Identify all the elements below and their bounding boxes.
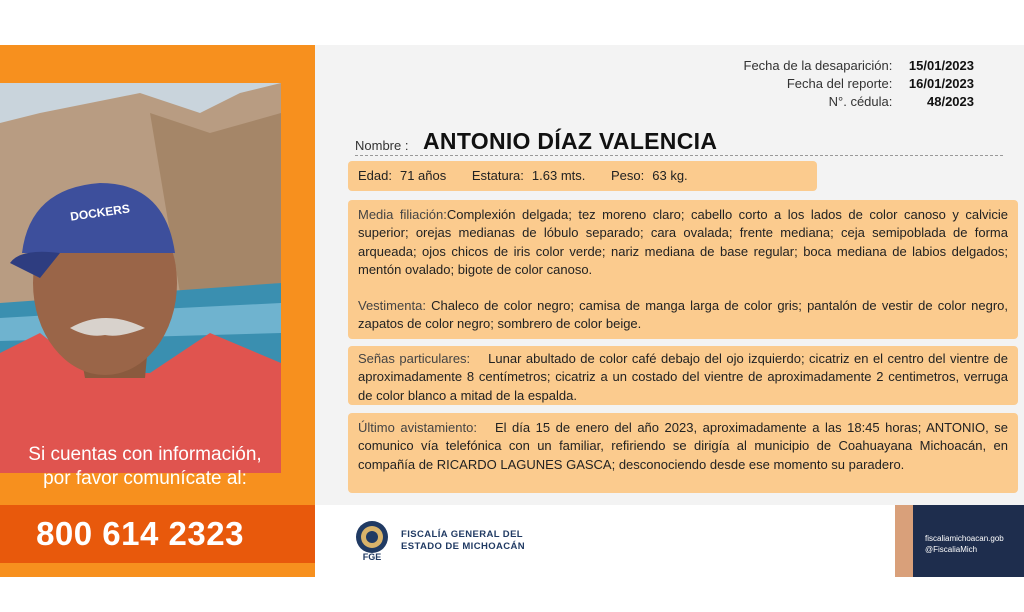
- missing-person-poster: [0, 45, 1024, 577]
- filiacion-paragraph: [358, 206, 1008, 279]
- age-value: 71 años: [399, 168, 447, 183]
- svg-text:DOCKERS: DOCKERS: [69, 201, 131, 224]
- filiacion-label: Media filiación:: [358, 207, 447, 222]
- person-photo: [0, 83, 281, 473]
- weight-value: 63 kg.: [652, 168, 688, 183]
- vestimenta-label: Vestimenta:: [358, 298, 426, 314]
- social-panel: [913, 505, 1024, 577]
- distinguishing-marks-box: [348, 346, 1018, 405]
- report-date: 16/01/2023: [908, 76, 974, 91]
- right-panel: [315, 45, 1024, 577]
- name-row: [355, 127, 1003, 156]
- vestimenta-paragraph: [358, 297, 1008, 334]
- ultimo-paragraph: [358, 419, 1008, 474]
- phone-number[interactable]: 800 614 2323: [36, 515, 244, 552]
- agency-line-1: FISCALÍA GENERAL DEL: [401, 529, 524, 540]
- cedula-row: [744, 93, 975, 111]
- disappearance-date-row: [744, 57, 975, 75]
- stats-box: [348, 161, 817, 191]
- contact-prompt: [0, 443, 290, 491]
- contact-line-2: por favor comunícate al:: [43, 468, 247, 489]
- left-panel: [0, 45, 315, 577]
- cedula-label: N°. cédula:: [828, 94, 893, 109]
- ultimo-text: El día 15 de enero del año 2023, aproximadamente a las 18:45 horas; ANTONIO, se comunico vía telefónica con un familiar, refiriendo se dirigía al municipio de Coahuayana Michoacán, en compañía de RICARDO LAGUNES GASCA; desconociendo desde ese momento su paradero.: [358, 420, 1008, 472]
- age-label: Edad:: [358, 168, 392, 183]
- disappearance-date-label: Fecha de la desaparición:: [743, 58, 893, 73]
- phone-band: [0, 505, 315, 563]
- fge-seal-text: FGE: [362, 552, 382, 562]
- senas-label: Señas particulares:: [358, 351, 471, 366]
- height-label: Estatura:: [471, 168, 524, 183]
- website-link[interactable]: fiscaliamichoacan.gob: [925, 534, 1004, 543]
- name-label: Nombre :: [355, 138, 409, 153]
- footer-accent-bar: [895, 505, 913, 577]
- height-value: 1.63 mts.: [531, 168, 586, 183]
- agency-name: [401, 529, 525, 553]
- fge-seal-icon: [351, 519, 393, 563]
- report-date-label: Fecha del reporte:: [786, 76, 893, 91]
- weight-label: Peso:: [611, 168, 645, 183]
- description-box: [348, 200, 1018, 339]
- cedula-number: 48/2023: [927, 94, 974, 109]
- disappearance-date: 15/01/2023: [908, 58, 974, 73]
- senas-paragraph: [358, 350, 1008, 405]
- social-links: [925, 533, 1004, 555]
- person-name: ANTONIO DÍAZ VALENCIA: [423, 128, 718, 154]
- agency-line-2: ESTADO DE MICHOACÁN: [401, 541, 526, 552]
- contact-line-1: Si cuentas con información,: [28, 444, 262, 465]
- last-seen-box: [348, 413, 1018, 493]
- vestimenta-text: Chaleco de color negro; camisa de manga larga de color gris; pantalón de vestir de color negro, zapatos de color negro; sombrero de color beige.: [358, 298, 1008, 332]
- senas-text: Lunar abultado de color café debajo del ojo izquierdo; cicatriz en el centro del vientre de aproximadamente 8 centímetros; cicatriz a un costado del vientre de aproximadamente 2 centimetros, verruga de color blanco a mitad de la espalda.: [358, 351, 1008, 403]
- report-metadata: [744, 57, 975, 111]
- report-date-row: [744, 75, 975, 93]
- footer: [315, 505, 1024, 577]
- ultimo-label: Último avistamiento:: [358, 420, 477, 435]
- filiacion-text: Complexión delgada; tez moreno claro; cabello corto a los lados de color canoso y calvicie superior; orejas medianas de lóbulo separado; cara ovalada; frente mediana; ceja semipoblada de forma arqueada; ojos chicos de iris color verde; nariz mediana de base regular; boca mediana de labios delgados; mentón ovalado; bigote de color canoso.: [358, 207, 1008, 277]
- social-handle[interactable]: @FiscaliaMich: [925, 545, 978, 554]
